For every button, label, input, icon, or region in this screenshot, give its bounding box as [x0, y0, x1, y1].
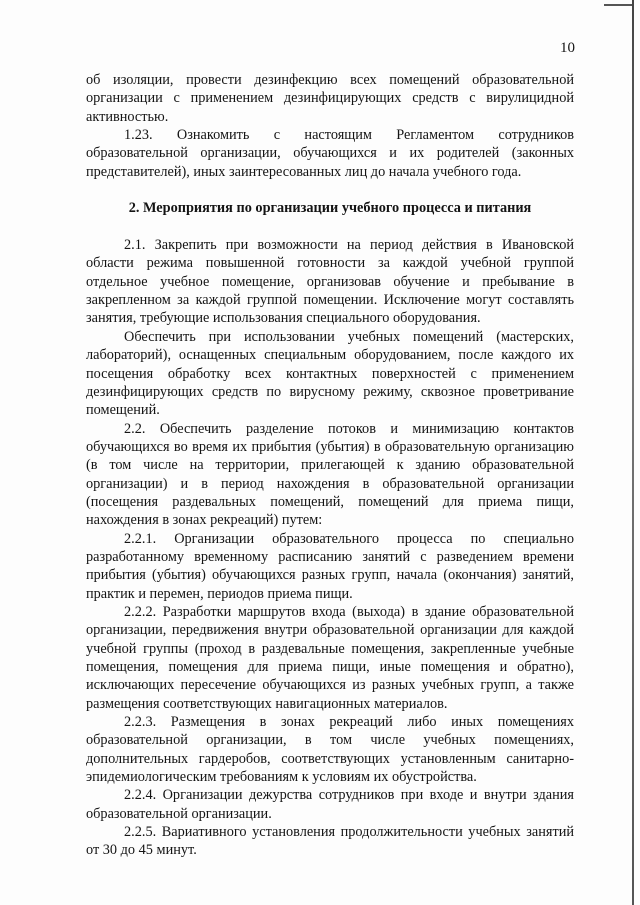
paragraph-2-2-2: 2.2.2. Разработки маршрутов входа (выхода) в здание образовательной организации, передвижения внутри образовательной организации для каждой учебной группы (проход в раздевальные помещения, закрепленные учебные помещения, помещения для приема пищи, иные помещения и обратно), исключающих пересечение обучающихся из разных учебных групп, а также размещения соответствующих навигационных материалов.	[86, 603, 574, 712]
paragraph-2-1: 2.1. Закрепить при возможности на период действия в Ивановской области режима повышенной готовности за каждой учебной группой отдельное учебное помещение, организовав обучение и пребывание в закрепленном за каждой группой помещении. Исключение могут составлять занятия, требующие использования специального оборудования.	[86, 237, 574, 327]
paragraph-continuation: об изоляции, провести дезинфекцию всех помещений образовательной организации с применением дезинфицирующих средств с вирулицидной активностью.	[86, 72, 574, 125]
paragraph-2-2: 2.2. Обеспечить разделение потоков и минимизацию контактов обучающихся во время их прибытия (убытия) в образовательную организацию (в том числе на территории, прилегающей к зданию образовательной организации) и в период нахождения в образовательной организации (посещения раздевальных помещений, помещений для приема пищи, нахождения в зонах рекреаций) путем:	[86, 420, 574, 529]
paragraph-2-2-5: 2.2.5. Вариативного установления продолжительности учебных занятий от 30 до 45 минут.	[86, 824, 574, 859]
section-heading-2: 2. Мероприятия по организации учебного процесса и питания	[128, 200, 532, 217]
scan-edge-top	[604, 4, 634, 6]
scan-edge-right	[632, 0, 634, 905]
paragraph-2-2-4: 2.2.4. Организации дежурства сотрудников при входе и внутри здания образовательной организации.	[86, 787, 574, 822]
paragraph-2-2-1: 2.2.1. Организации образовательного процесса по специально разработанному временному расписанию занятий с разведением времени прибытия (убытия) обучающихся разных групп, начала (окончания) занятий, практик и перемен, периодов приема пищи.	[86, 530, 574, 602]
paragraph-1-23: 1.23. Ознакомить с настоящим Регламентом сотрудников образовательной организации, обучающихся и их родителей (законных представителей), иных заинтересованных лиц до начала учебного года.	[86, 127, 574, 180]
paragraph-2-2-3: 2.2.3. Размещения в зонах рекреаций либо иных помещениях образовательной организации, в том числе учебных помещениях, дополнительных гардеробов, соответствующих установленным санитарно-эпидемиологическим требованиям к условиям их обустройства.	[86, 714, 574, 786]
document-body	[86, 71, 574, 860]
paragraph-2-1-b: Обеспечить при использовании учебных помещений (мастерских, лабораторий), оснащенных специальным оборудованием, после каждого их посещения обработку всех контактных поверхностей с применением дезинфицирующих средств по вирусному режиму, сквозное проветривание помещений.	[86, 328, 574, 419]
page-number: 10	[560, 40, 575, 56]
